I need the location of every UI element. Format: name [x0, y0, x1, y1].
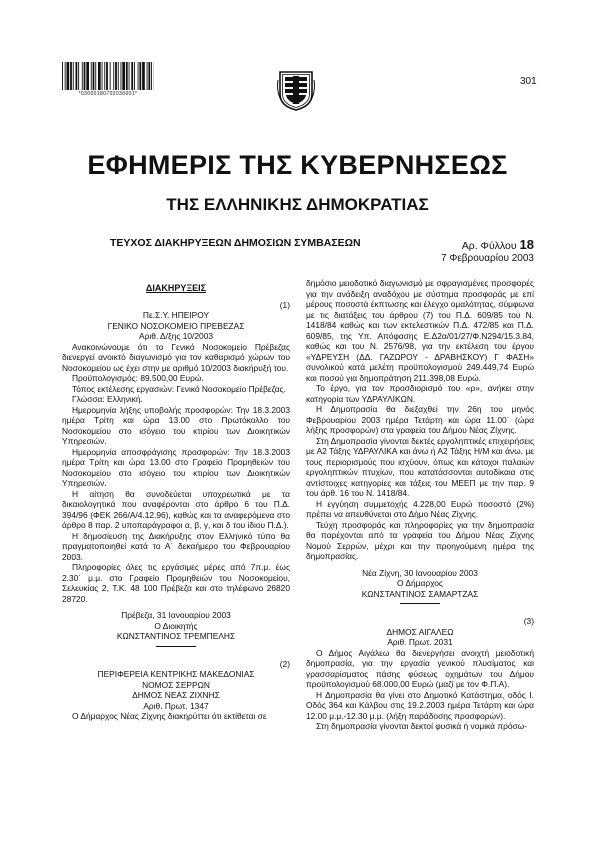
- notice-org: ΓΕΝΙΚΟ ΝΟΣΟΚΟΜΕΙΟ ΠΡΕΒΕΖΑΣ: [107, 320, 245, 331]
- paragraph: Ο Δήμαρχος Νέας Ζίχνης διακηρύττει ότι εκτίθεται σε: [72, 711, 267, 721]
- right-column: [306, 278, 534, 732]
- notice-org: ΔΗΜΟΣ ΑΙΓΑΛΕΩ: [386, 626, 454, 637]
- section-heading: ΔΙΑΚΗΡΥΞΕΙΣ: [145, 283, 207, 293]
- page-number: 301: [520, 76, 537, 87]
- notice-org: Πε.Σ.Υ. ΗΠΕΙΡΟΥ: [142, 310, 210, 320]
- paragraph: Τεύχη προσφοράς και πληροφορίες για την δημοπρασία θα παρέχονται από τα γραφεία του Δήμου Νέας Ζίχνης Νομού Σερρών, μέχρι και την προηγούμενη ημέρα της δημοπρασίας.: [306, 519, 534, 561]
- paragraph: δημόσιο μειοδοτικό διαγωνισμό με σφραγισμένες προσφορές για την ανάδειξη αναδόχου με σύστημα προσφοράς με επί μέρους ποσοστά έκπτωσης και έλεγχο ομαλότητας, σύμφωνα με τις διατάξεις του άρθρου (7) του Π.Δ. 609/85 του Ν. 1418/84 καθώς και των εκτελεστικών Π.Δ. 472/85 και Π.Δ. 609/85, της Υπ. Απόφασης Ε.Δ2α/01/27/Φ.Ν294/15.3.84, καθώς και του Ν. 2576/98, για την εκτέλεση του έργου «ΥΔΡΕΥΣΗ (ΔΔ. ΓΑΖΩΡΟΥ - ΔΡΑΒΗΣΚΟΥ) Γ ΦΑΣΗ» συνολικού κατά μελέτη προϋπολογισμού 249.449,74 Ευρώ και ποσού για δημοπράτηση 211.398,08 Ευρώ.: [306, 278, 534, 383]
- paragraph: Στη δημοπρασία γίνονται δεκτοί φυσικά ή νομικά πρόσω-: [316, 721, 528, 731]
- notice-reference: Αριθ. Πρωτ. 1347: [143, 700, 209, 711]
- paragraph: Στη Δημοπρασία γίνονται δεκτές εργοληπτικές επιχειρήσεις με Α2 Τάξης ΥΔΡΑΥΛΙΚΑ και άνω ή Α2 Τάξης Η/Μ και άνω, με τους περιορισμούς που ισχύουν, όπως και κάτοχοι παλαιών εργοληπτικών πτυχίων, που κατατάσσονται αυτοδίκαια στις αντίστοιχες κατηγορίες και τάξεις του ΜΕΕΠ με την παρ. 9 του άρθ. 16 του Ν. 1418/84.: [306, 435, 534, 498]
- paragraph: Προϋπολογισμός: 89.500,00 Ευρώ.: [72, 373, 204, 383]
- issue-date: 7 Φεβρουαρίου 2003: [441, 253, 534, 264]
- notice-number: (2): [279, 658, 290, 669]
- notice-number: (3): [523, 616, 534, 626]
- sheet-number: 18: [519, 237, 534, 252]
- paragraph: Γλώσσα: Ελληνική.: [72, 394, 143, 404]
- signature-name: ΚΩΝΣΤΑΝΤΙΝΟΣ ΣΑΜΑΡΤΖΑΣ: [361, 588, 479, 599]
- sheet-label: Αρ. Φύλλου: [461, 240, 517, 252]
- paragraph: Η Δημοπρασία θα διεξαχθεί την 26η του μηνός Φεβρουαρίου 2003 ημέρα Τετάρτη και ώρα 11.00΄ (ώρα λήξης προσφορών) στα γραφεία του Δήμου Νέας Ζίχνης.: [306, 404, 534, 435]
- signature-date: Πρέβεζα, 31 Ιανουαρίου 2003: [121, 610, 231, 620]
- notice-org: ΠΕΡΙΦΕΡΕΙΑ ΚΕΝΤΡΙΚΗΣ ΜΑΚΕΔΟΝΙΑΣ: [97, 669, 255, 679]
- notice-org: ΔΗΜΟΣ ΝΕΑΣ ΖΙΧΝΗΣ: [132, 690, 220, 700]
- paragraph: Το έργο, για τον προσδιορισμό του «ρ», ανήκει στην κατηγορία των ΥΔΡΑΥΛΙΚΩΝ.: [306, 383, 534, 404]
- left-column: [62, 283, 290, 722]
- paragraph: Η αίτηση θα συνοδεύεται υποχρεωτικά με τα δικαιολογητικά που αναφέρονται στο άρθρο 6 του Π.Δ. 394/96 (ΦΕΚ 266/Α/4.12.96), καθώς και τα αναφερόμενα στο άρθρο 8 παρ. 2 υποπαράγραφοι α, β, γ, και δ του ίδιου Π.Δ.).: [62, 488, 290, 530]
- paragraph: Ημερομηνία αποσφράγισης προσφορών: Την 18.3.2003 ημέρα Τρίτη και ώρα 13.00 στο Γραφείο Προμηθειών του Νοσοκομείου στο ισόγειο του κτιρίου των Διοικητικών Υπηρεσιών.: [62, 446, 290, 488]
- paragraph: Ημερομηνία λήξης υποβολής προσφορών: Την 18.3.2003 ημέρα Τρίτη και ώρα 13.00 στο Πρωτόκολλο του Νοσοκομείου στο ισόγειο του κτιρίου των Διοικητικών Υπηρεσιών.: [62, 404, 290, 446]
- paragraph: Ανακοινώνουμε ότι το Γενικό Νοσοκομείο Πρέβεζας διενεργεί ανοικτό διαγωνισμό για τον καθαρισμό χώρων του Νοσοκομείου ως έχει στην με αριθμό 10/2003 διακήρυξή του.: [62, 341, 290, 373]
- barcode: [62, 62, 154, 92]
- barcode-number: *03000180702030001*: [78, 91, 138, 97]
- notice-number: (1): [279, 299, 290, 310]
- issue-line: [110, 237, 534, 252]
- paragraph: Τόπος εκτέλεσης εργασιών: Γενικό Νοσοκομείο Πρέβεζας.: [72, 383, 287, 394]
- issue-type: ΤΕΥΧΟΣ ΔΙΑΚΗΡΥΞΕΩΝ ΔΗΜΟΣΙΩΝ ΣΥΜΒΑΣΕΩΝ: [110, 237, 361, 249]
- signature-role: Ο Δήμαρχος: [397, 578, 443, 588]
- republic-title: ΤΗΣ ΕΛΛΗΝΙΚΗΣ ΔΗΜΟΚΡΑΤΙΑΣ: [166, 195, 429, 214]
- paragraph: Ο Δήμος Αιγάλεω θα διενεργήσει ανοιχτή μειοδοτική δημοπρασία, για την εργασία γενικού πλυσίματος και γρασσαρίσματος πάσης φύσεως οχημάτων του Δήμου προϋπολογισμού 68.000,00 Ευρώ (μαζί με τον Φ.Π.Α).: [306, 647, 534, 689]
- notice-org: ΝΟΜΟΣ ΣΕΡΡΩΝ: [142, 679, 210, 690]
- gazette-title: ΕΦΗΜΕΡΙΣ ΤΗΣ ΚΥΒΕΡΝΗΣΕΩΣ: [87, 150, 508, 180]
- notice-reference: Αριθ. Δ/ξης 10/2003: [138, 331, 214, 341]
- signature-role: Ο Διοικητής: [154, 620, 198, 631]
- paragraph: Η δημοσίευση της Διακήρυξης στον Ελληνικό τύπο θα πραγματοποιηθεί κατά το Α΄ δεκαήμερο του Φεβρουαρίου 2003.: [62, 530, 290, 562]
- paragraph: Η εγγύηση συμμετοχής 4.228,00 Ευρώ ποσοστό (2%) πρέπει να απευθύνεται στο Δήμο Νέας Ζίχνης.: [306, 498, 534, 519]
- signature-name: ΚΩΝΣΤΑΝΤΙΝΟΣ ΤΡΕΜΠΕΛΗΣ: [116, 631, 236, 641]
- sheet-number-group: [462, 237, 534, 252]
- paragraph: Πληροφορίες όλες τις εργάσιμες μέρες από 7π.μ. έως 2.30΄ μ.μ. στο Γραφείο Προμηθειών του Νοσοκομείου, Σελευκίας 2, Τ.Κ. 48 100 Πρέβεζα και στο τηλέφωνο 26820 28720.: [62, 562, 290, 604]
- signature-date: Νέα Ζίχνη, 30 Ιανουαρίου 2003: [362, 567, 478, 578]
- paragraph: Η Δημοπρασία θα γίνει στο Δημοτικό Κατάστημα, οδός Ι. Οδός 364 και Κάλβου στις 19.2.2003 ημέρα Τετάρτη και ώρα 12.00 μ.μ.-12.30 μ.μ. (λήξη παράδοσης προσφορών).: [306, 689, 534, 721]
- greek-coat-of-arms-icon: [276, 68, 316, 112]
- notice-reference: Αριθ. Πρωτ. 2031: [387, 637, 453, 647]
